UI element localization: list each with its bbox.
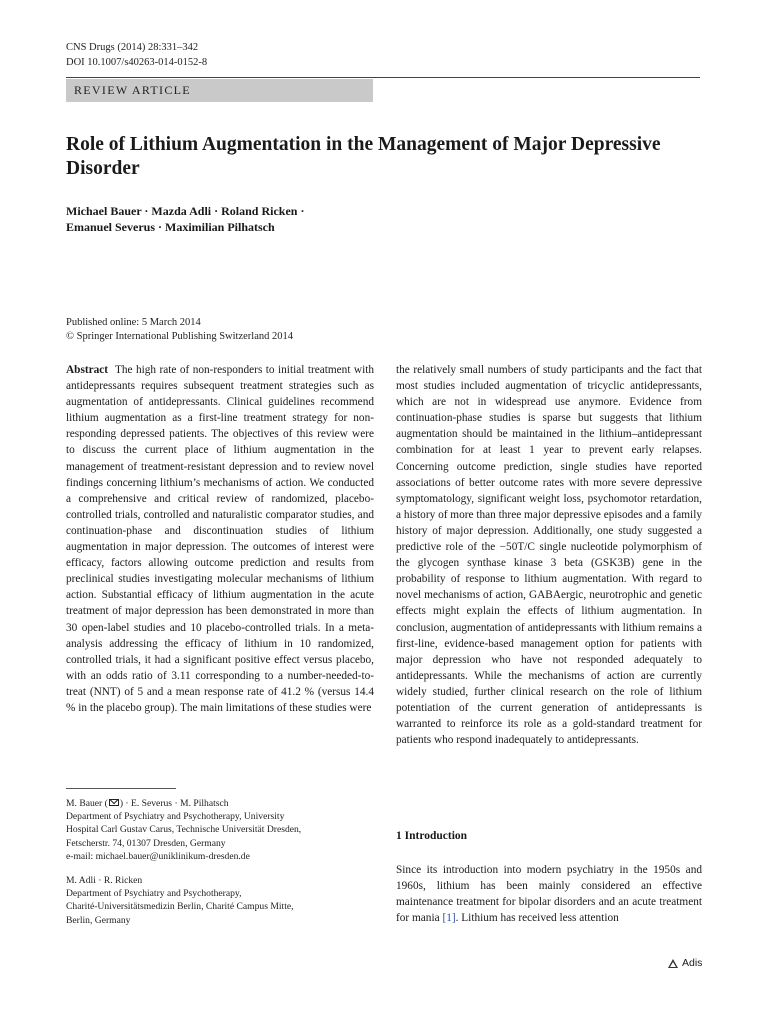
author-list xyxy=(66,203,666,235)
intro-text: Since its introduction into modern psychiatry in the 1950s and 1960s, lithium has been mainly considered an effective maintenance treatment for bipolar disorders and an acute treatment for mania xyxy=(396,864,702,925)
publisher-name: Adis xyxy=(682,957,703,969)
affiliation-name-part: M. Bauer ( xyxy=(66,798,108,809)
affiliation-names: M. Adli · R. Ricken xyxy=(66,875,143,886)
journal-citation: CNS Drugs (2014) 28:331–342 xyxy=(66,42,199,53)
publication-info xyxy=(66,316,293,344)
affiliation-block-1 xyxy=(66,797,386,863)
affiliation-line: Department of Psychiatry and Psychotherapy, University xyxy=(66,811,285,823)
introduction-paragraph xyxy=(396,862,702,926)
journal-header xyxy=(66,40,207,70)
affiliation-name-part: ) · E. Severus · M. Pilhatsch xyxy=(119,798,229,809)
header-rule xyxy=(66,77,700,78)
footnote-rule xyxy=(66,788,176,789)
abstract-label: Abstract xyxy=(66,364,109,376)
abstract-text-right: the relatively small numbers of study participants and the fact that most studies included augmentation of tricyclic antidepressants, which are not in widespread use anymore. Evidence from continuation-phase studies is sparse but suggests that lithium augmentation should be maintained in the lithium–antidepressant combination for at least 1 year to prevent early relapses. Concerning outcome prediction, single studies have reported associations of better outcome rates with more severe depressive symptomatology, significant weight loss, psychomotor retardation, a history of more than three major depressive episodes and a family history of major depression. Additionally, one study suggested a predictive role of the −50T/C single nucleotide polymorphism of the glycogen synthase kinase 3 beta (GSK3B) gene in the probability of response to lithium augmentation. With regard to novel mechanisms of action, GABAergic, neurotrophic and genetic effects might explain the effects of lithium augmentation. In conclusion, augmentation of antidepressants with lithium remains a first-line, evidence-based management option for patients with major depression who have not responded adequately to antidepressants. While the mechanisms of action are currently widely studied, further clinical research on the role of lithium potentiation of the current generation of antidepressants is warranted to reinforce its role as a gold-standard treatment for patients who respond inadequately to antidepressants. xyxy=(396,364,702,747)
doi-link[interactable]: DOI 10.1007/s40263-014-0152-8 xyxy=(66,57,208,68)
copyright-notice: © Springer International Publishing Switzerland 2014 xyxy=(66,331,293,342)
publisher-logo xyxy=(668,957,702,969)
section-heading-introduction: 1 Introduction xyxy=(396,830,468,842)
affiliation-line: Department of Psychiatry and Psychotherapy, xyxy=(66,888,242,900)
abstract-right-column xyxy=(396,362,702,748)
article-title: Role of Lithium Augmentation in the Management of Major Depressive Disorder xyxy=(66,134,661,179)
affiliation-line: Berlin, Germany xyxy=(66,914,131,926)
intro-text: . Lithium has received less attention xyxy=(455,912,619,925)
article-type-banner xyxy=(66,79,373,102)
abstract-paragraph xyxy=(66,362,374,716)
email-link[interactable]: e-mail: michael.bauer@uniklinikum-dresden.de xyxy=(66,850,250,862)
adis-triangle-icon xyxy=(668,959,678,968)
article-type-label: REVIEW ARTICLE xyxy=(74,83,191,97)
affiliation-block-2 xyxy=(66,874,386,927)
introduction-body xyxy=(396,862,702,926)
author-line-1: Michael Bauer · Mazda Adli · Roland Ricken · xyxy=(66,204,305,218)
published-date: Published online: 5 March 2014 xyxy=(66,317,201,328)
author-line-2: Emanuel Severus · Maximilian Pilhatsch xyxy=(66,220,275,234)
affiliation-names xyxy=(66,797,386,810)
abstract-left-column xyxy=(66,362,374,716)
citation-link[interactable]: [1] xyxy=(442,912,456,925)
affiliation-line: Fetscherstr. 74, 01307 Dresden, Germany xyxy=(66,837,226,849)
affiliation-line: Charité-Universitätsmedizin Berlin, Charité Campus Mitte, xyxy=(66,901,294,913)
abstract-text-left: The high rate of non-responders to initial treatment with antidepressants requires subsequent treatment strategies such as augmentation of antidepressants. Clinical guidelines recommend lithium augmentation as a first-line treatment strategy for non-responding depressed patients. The objectives of this review were to discuss the current place of lithium augmentation in the management of treatment-resistant depression and to review novel findings concerning lithium’s mechanisms of action. We conducted a comprehensive and critical review of randomized, placebo-controlled trials, controlled and naturalistic comparator studies, and continuation-phase and discontinuation studies of lithium augmentation in major depression. The outcomes of interest were efficacy, factors allowing outcome prediction and results from preclinical studies investigating molecular mechanisms of lithium action. Substantial efficacy of lithium augmentation in the acute treatment of major depression has been demonstrated in more than 30 open-label studies and 10 placebo-controlled trials. In a meta-analysis addressing the efficacy of lithium in 10 randomized, controlled trials, it had a significant positive effect versus placebo, with an odds ratio of 3.11 corresponding to a number-needed-to-treat (NNT) of 5 and a mean response rate of 41.2 % (versus 14.4 % in the placebo group). The main limitations of these studies were xyxy=(66,364,374,714)
envelope-icon xyxy=(109,799,119,806)
affiliation-line: Hospital Carl Gustav Carus, Technische Universität Dresden, xyxy=(66,824,302,836)
